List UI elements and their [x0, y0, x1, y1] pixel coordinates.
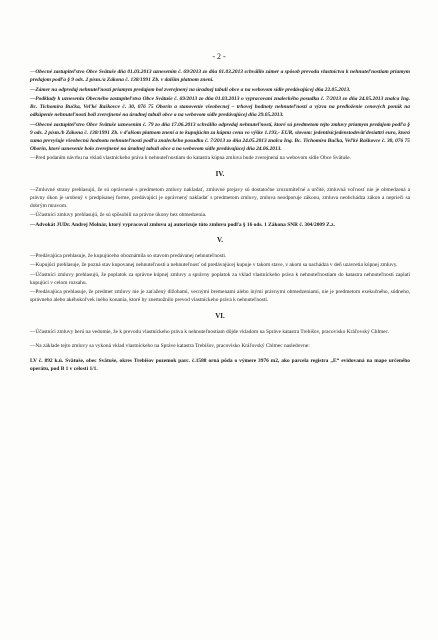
legal-capacity-text: Účastníci zmluvy prehlasujú, že sú spôsobilí na právne úkony bez obmedzenia. [35, 212, 207, 219]
paragraph-no-encumbrances: —Predávajúca prehlasuje, že predmet zmluvy nie je zaťažený dlžobami, vecnými bremenami alebo inými právnymi obmedzeniami, nie je predmetom exekučného, súdneho, správneho alebo akéhokoľvek iného konania, ktoré by znemožnilo prevod vlastníckeho práva k nehnuteľnosti. [30, 289, 410, 304]
publication-before-filing-text: Pred podaním návrhu na vklad vlastníckeho práva k nehnuteľnostiam do katastra kúpna zmluva bude zverejnená na webovom sídle Obce Svätuše. [35, 155, 352, 162]
paragraph-land-register-entry: LV č. 892 k.ú. Svätuše, obec Svätuše, okres Trebišov pozemok parc. č.1588 orná pôda o výmere 3976 m2, ako parcela registra „E“ evidovaná na mape určeného operátu, pod B 1 v celosti 1/1. [30, 357, 410, 372]
paragraph-intent-published: —Zámer na odpredaj nehnuteľností priamym predajom bol zverejnený na úradnej tabuli obce a na webovom sídle predávajúcej dňa 22.05.2013. [30, 86, 351, 93]
advocate-authorization-text: Advokát JUDr. Andrej Molnár, ktorý vypracoval zmluvu aj autorizuje túto zmluvu podľa § 16 ods. 1 Zákona SNR č. 304/2009 Z.z. [35, 221, 335, 228]
page-number: - 2 - [212, 52, 226, 61]
page-content [30, 68, 410, 374]
buyer-knows-state-text: Kupujúci prehlasuje, že pozná stav kupovanej nehnuteľnosti a nehnuteľnosť od predávajúcej kupuje v takom stave, v akom sa nachádza v deň uzavretia kúpnej zmluvy. [35, 262, 398, 269]
paragraph-advocate-authorization: —Advokát JUDr. Andrej Molnár, ktorý vypracoval zmluvu aj autorizuje túto zmluvu podľa § 16 ods. 1 Zákona SNR č. 304/2009 Z.z. [30, 221, 335, 228]
paragraph-transfer-by-deposit: —Účastníci zmluvy berú na vedomie, že k prevodu vlastníckeho práva k nehnuteľnostiam dôjde vkladom na Správe katastra Trebišov, pracovisko Kráľovský Chlmec. [30, 328, 390, 335]
sale-approval-text: Obecné zastupiteľstvo Obce Svätuše uznesením č. 79 zo dňa 17.06.2013 schválilo odpredaj nehnuteľností, ktoré sú predmetom tejto zmluvy priamym predajom podľa § 9 ods. 2 písm./b Zákona č. 138/1991 Zb. v ďalšom platnom znení a to kupujúcim za kúpnu cenu vo výške 1.193,- EUR, slovom: jedentisícjedenstodeväťdesiattri euro, ktorá suma prevyšuje všeobecnú hodnotu nehnuteľností podľa znaleckého posudku č. 7/2013 zo dňa 24.05.2013 znalca Ing. Bc. Tichomíra Bučka, Veľké Raškovce č. 30, 076 75 Oborín, ktoré uznesenie bolo zverejnené na úradnej tabuli obce a na webovom sídle predávajúcej dňa 24.06.2013. [30, 121, 410, 152]
paragraph-buyer-knows-state: —Kupujúci prehlasuje, že pozná stav kupovanej nehnuteľnosti a nehnuteľnosť od predávajúcej kupuje v takom stave, v akom sa nachádza v deň uzavretia kúpnej zmluvy. [30, 262, 398, 269]
parties-declare-text: Zmluvné strany prehlasujú, že sú oprávnené s predmetom zmluvy nakladať, zmluvné prejavy sú dostatočne zrozumiteľné a určité, zmluvná voľnosť nie je obmedzená a právny úkon je urobený v predpísanej forme, predávajúci je oprávnený nakladať s predmetom zmluvy, zmluva neodporuje zákonu, zmluva neobchádza zákon a neprieči sa dobrým mravom. [30, 186, 410, 209]
paragraph-seller-informed: —Predávajúca prehlasuje, že kupujúceho oboznámila so stavom predávanej nehnuteľnosti. [30, 252, 227, 259]
transfer-by-deposit-text: Účastníci zmluvy berú na vedomie, že k prevodu vlastníckeho práva k nehnuteľnostiam dôjde vkladom na Správe katastra Trebišov, pracovisko Kráľovský Chlmec. [35, 328, 390, 335]
paragraph-appraisal-basis: —Podklady k uzneseniu Obecného zastupiteľstva Obce Svätuše č. 69/2013 zo dňa 01.03.2013 o vypracovaní znaleckého posudku č. 7/2013 zo dňa 24.05.2013 znalca Ing. Bc. Tichomíra Bučka, Veľké Raškovce č. 30, 076 75 Oborín a stanovenie všeobecnej – trhovej hodnoty nehnuteľností a výzva na predloženie cenových ponúk na odkúpenie nehnuteľností boli zverejnené na úradnej tabuli obce a na webovom sídle predávajúcej dňa 29.05.2013. [30, 96, 410, 119]
paragraph-deposit-instruction: —Na základe tejto zmluvy sa vykoná vklad vlastníckeho na Správe katastra Trebišov, pracovisko Kráľovský Chlmec nasledovne: [30, 343, 310, 350]
section-heading-v: V. [217, 235, 223, 244]
council-approval-text: Obecné zastupiteľstvo Obce Svätuše dňa 01.03.2013 uznesením č. 69/2013 zo dňa 01.03.2013 schválilo zámer a spôsob prevodu vlastníctva k nehnuteľnostiam priamym predajom podľa § 9 ods. 2 písm./a Zákona č. 138/1991 Zb. v dalším platnom znení. [30, 69, 410, 84]
section-heading-vi: VI. [215, 311, 225, 320]
paragraph-parties-declare: —Zmluvné strany prehlasujú, že sú oprávnené s predmetom zmluvy nakladať, zmluvné prejavy sú dostatočne zrozumiteľné a určité, zmluvná voľnosť nie je obmedzená a právny úkon je urobený v predpísanej forme, predávajúci je oprávnený nakladať s predmetom zmluvy, zmluva neodporuje zákonu, zmluva neobchádza zákon a neprieči sa dobrým mravom. [30, 186, 410, 209]
section-heading-iv: IV. [215, 169, 225, 178]
paragraph-publication-before-filing: —Pred podaním návrhu na vklad vlastníckeho práva k nehnuteľnostiam do katastra kúpna zmluva bude zverejnená na webovom sídle Obce Svätuše. [30, 155, 352, 162]
paragraph-legal-capacity: —Účastníci zmluvy prehlasujú, že sú spôsobilí na právne úkony bez obmedzenia. [30, 212, 207, 219]
intent-published-text: Zámer na odpredaj nehnuteľností priamym predajom bol zverejnený na úradnej tabuli obce a na webovom sídle predávajúcej dňa 22.05.2013. [35, 86, 351, 93]
deposit-instruction-text: Na základe tejto zmluvy sa vykoná vklad vlastníckeho na Správe katastra Trebišov, pracovisko Kráľovský Chlmec nasledovne: [35, 343, 310, 350]
fees-text: Účastníci zmluvy prehlasujú, že poplatok za správne kúpnej zmluvy a správny poplatok za vklad vlastníckeho práva k nehnuteľnostiam do katastra nehnuteľností zaplatí kupujúci v celom rozsahu. [30, 271, 410, 286]
seller-informed-text: Predávajúca prehlasuje, že kupujúceho oboznámila so stavom predávanej nehnuteľnosti. [35, 252, 227, 259]
paragraph-council-approval [30, 68, 410, 84]
dash: — [30, 69, 36, 75]
paragraph-sale-approval: —Obecné zastupiteľstvo Obce Svätuše uznesením č. 79 zo dňa 17.06.2013 schválilo odpredaj nehnuteľností, ktoré sú predmetom tejto zmluvy priamym predajom podľa § 9 ods. 2 písm./b Zákona č. 138/1991 Zb. v ďalšom platnom znení a to kupujúcim za kúpnu cenu vo výške 1.193,- EUR, slovom: jedentisícjedenstodeväťdesiattri euro, ktorá suma prevyšuje všeobecnú hodnotu nehnuteľností podľa znaleckého posudku č. 7/2013 zo dňa 24.05.2013 znalca Ing. Bc. Tichomíra Bučka, Veľké Raškovce č. 30, 076 75 Oborín, ktoré uznesenie bolo zverejnené na úradnej tabuli obce a na webovom sídle predávajúcej dňa 24.06.2013. [30, 121, 410, 152]
appraisal-basis-text: Podklady k uzneseniu Obecného zastupiteľstva Obce Svätuše č. 69/2013 zo dňa 01.03.2013 o vypracovaní znaleckého posudku č. 7/2013 zo dňa 24.05.2013 znalca Ing. Bc. Tichomíra Bučka, Veľké Raškovce č. 30, 076 75 Oborín a stanovenie všeobecnej – trhovej hodnoty nehnuteľností a výzva na predloženie cenových ponúk na odkúpenie nehnuteľností boli zverejnené na úradnej tabuli obce a na webovom sídle predávajúcej dňa 29.05.2013. [30, 96, 410, 119]
paragraph-fees: —Účastníci zmluvy prehlasujú, že poplatok za správne kúpnej zmluvy a správny poplatok za vklad vlastníckeho práva k nehnuteľnostiam do katastra nehnuteľností zaplatí kupujúci v celom rozsahu. [30, 271, 410, 286]
no-encumbrances-text: Predávajúca prehlasuje, že predmet zmluvy nie je zaťažený dlžobami, vecnými bremenami alebo inými právnymi obmedzeniami, nie je predmetom exekučného, súdneho, správneho alebo akéhokoľvek iného konania, ktoré by znemožnilo prevod vlastníckeho práva k nehnuteľnosti. [30, 289, 410, 304]
